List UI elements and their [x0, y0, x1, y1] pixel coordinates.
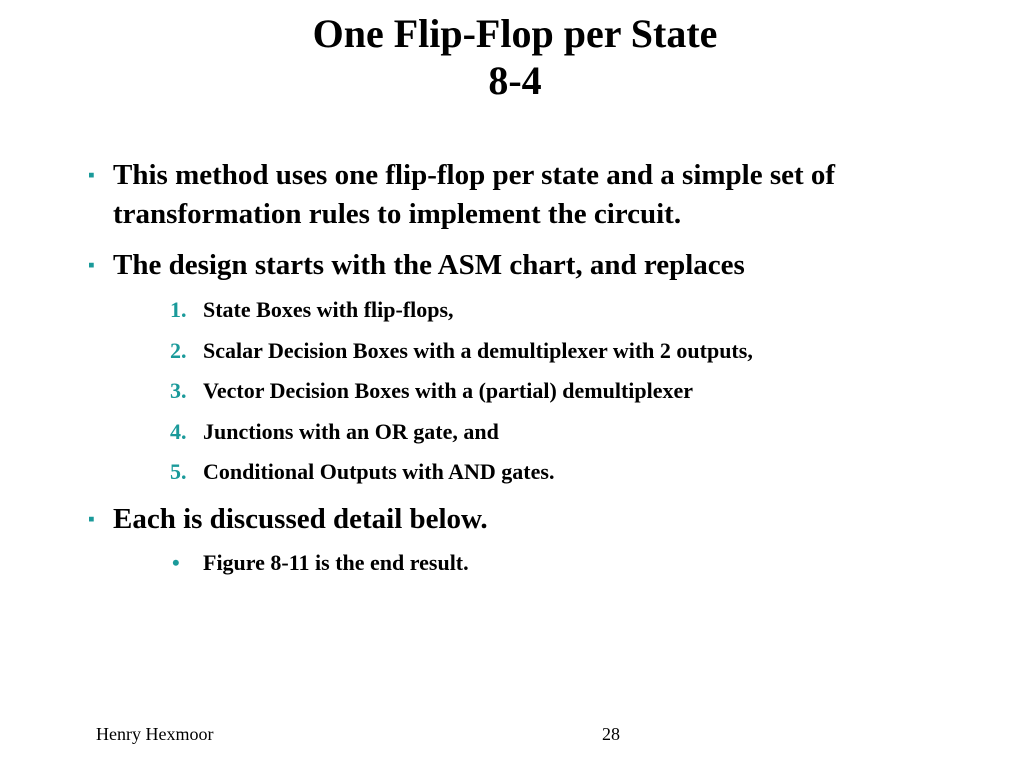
bullet-item: [88, 246, 948, 285]
square-bullet-icon: ▪: [88, 165, 95, 186]
bullet-item: [88, 156, 948, 234]
round-bullet-icon: •: [172, 550, 180, 575]
item-text: Vector Decision Boxes with a (partial) demultiplexer: [203, 378, 694, 403]
bullet-text: Each is discussed detail below.: [113, 503, 488, 535]
item-text: Conditional Outputs with AND gates.: [203, 459, 555, 484]
bullet-item: [88, 500, 948, 539]
square-bullet-icon: ▪: [88, 509, 95, 530]
slide-title: [0, 10, 1024, 104]
numbered-item: [166, 377, 966, 405]
slide-title-line-1: One Flip-Flop per State: [312, 11, 718, 56]
sub-bullet-item: [166, 549, 966, 577]
bullet-text: This method uses one flip-flop per state and a simple set of transformation rules to implement the circuit.: [113, 159, 836, 230]
item-number: 1.: [170, 297, 187, 322]
item-text: Scalar Decision Boxes with a demultiplexer with 2 outputs,: [203, 338, 753, 363]
square-bullet-icon: ▪: [88, 255, 95, 276]
bullet-text: The design starts with the ASM chart, and replaces: [113, 249, 745, 281]
numbered-item: [166, 296, 966, 324]
item-text: Junctions with an OR gate, and: [203, 419, 499, 444]
item-text: State Boxes with flip-flops,: [203, 297, 454, 322]
numbered-item: [166, 418, 966, 446]
footer-author: Henry Hexmoor: [96, 724, 214, 744]
item-number: 5.: [170, 459, 187, 484]
sub-bullet-text: Figure 8-11 is the end result.: [203, 550, 469, 575]
numbered-item: [166, 458, 966, 486]
item-number: 2.: [170, 338, 187, 363]
numbered-item: [166, 337, 966, 365]
item-number: 4.: [170, 419, 187, 444]
item-number: 3.: [170, 378, 187, 403]
footer-page-number: 28: [602, 724, 620, 744]
slide-title-line-2: 8-4: [488, 58, 542, 103]
